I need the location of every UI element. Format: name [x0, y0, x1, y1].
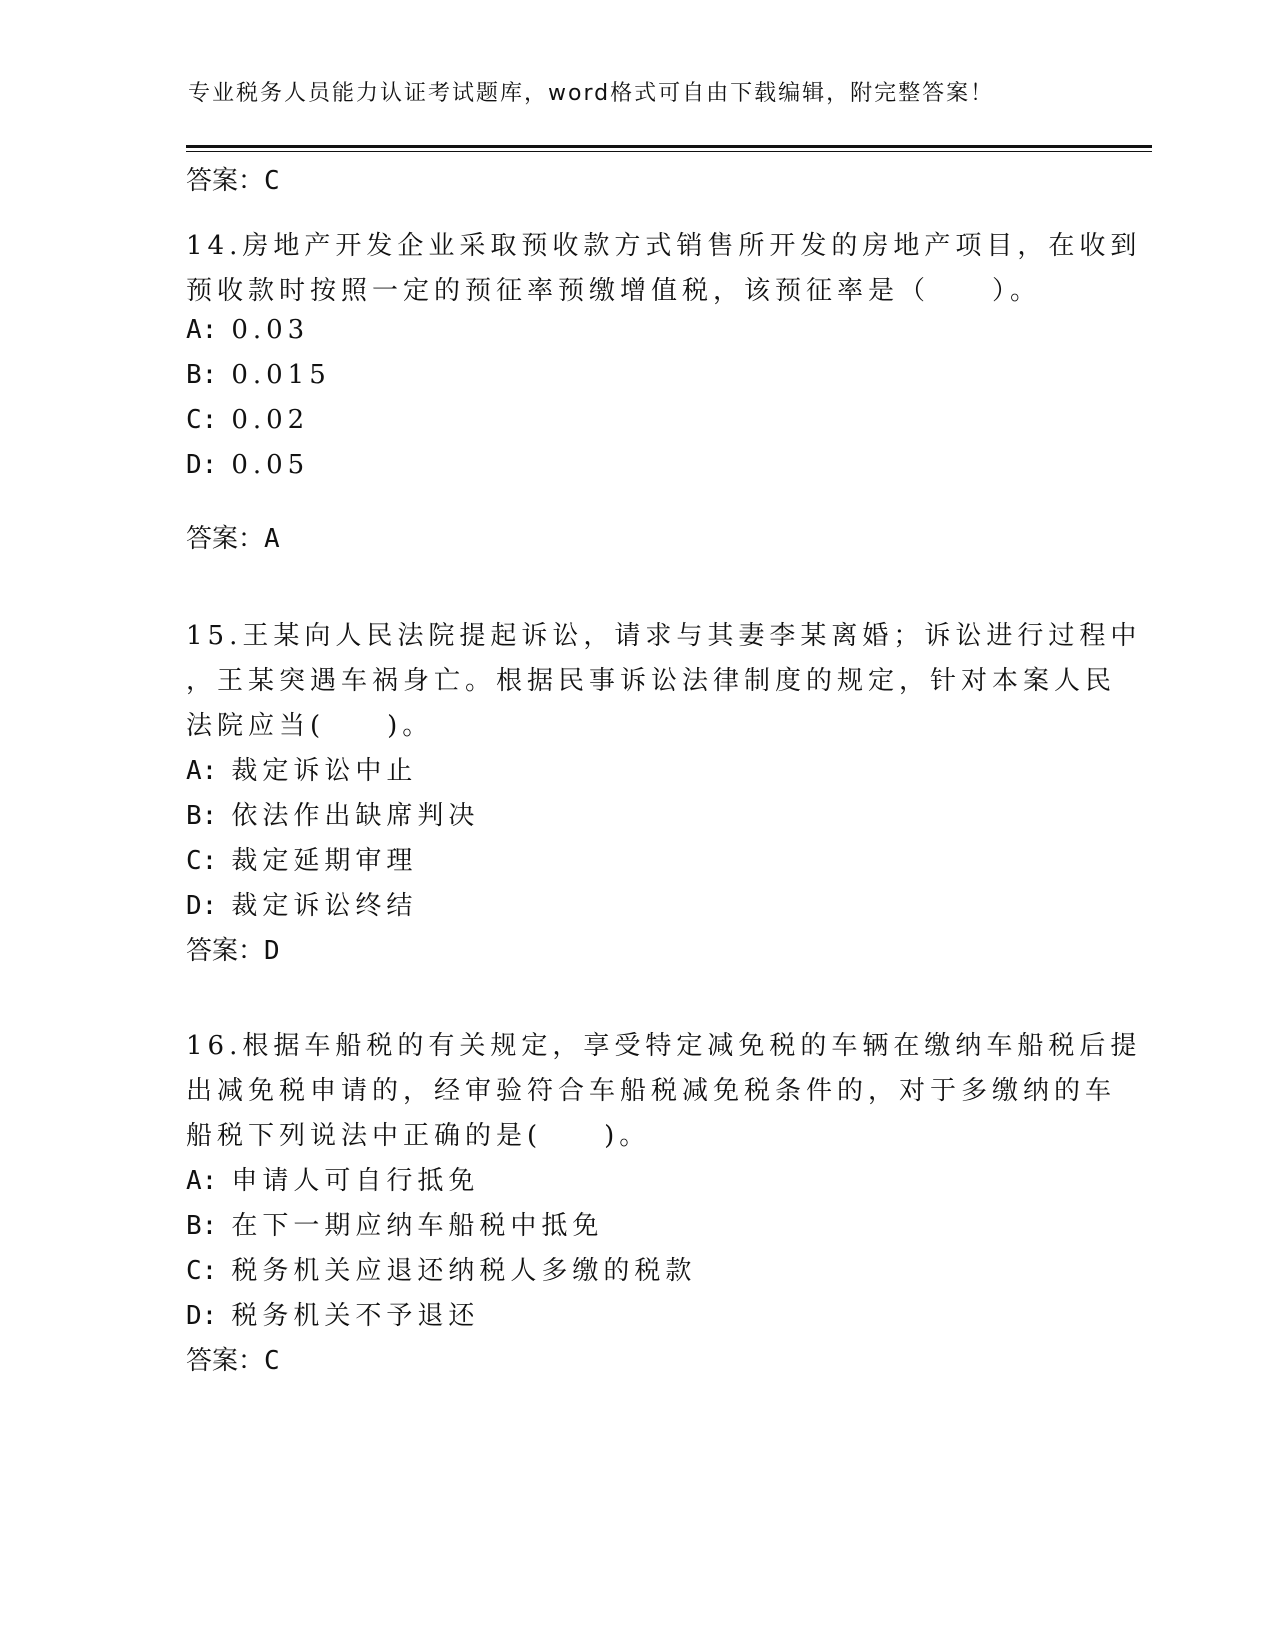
option-c: C: 0.02	[186, 405, 310, 435]
header-rule-thick	[186, 145, 1152, 148]
question-line: ，王某突遇车祸身亡。根据民事诉讼法律制度的规定，针对本案人民	[186, 666, 1117, 696]
option-b: B: 在下一期应纳车船税中抵免	[186, 1211, 604, 1241]
answer-label: 答案：	[186, 1346, 265, 1376]
option-a: A: 申请人可自行抵免	[186, 1166, 480, 1196]
answer-label: 答案：	[186, 936, 265, 966]
option-a: A: 0.03	[186, 315, 310, 345]
option-c: C: 裁定延期审理	[186, 846, 418, 876]
answer-label: 答案：	[186, 166, 265, 196]
answer-value: A	[264, 524, 280, 554]
answer-value: D	[264, 936, 280, 966]
option-a: A: 裁定诉讼中止	[186, 756, 418, 786]
header-rule-thin	[186, 151, 1152, 152]
question-line: 14.房地产开发企业采取预收款方式销售所开发的房地产项目，在收到	[186, 231, 1142, 261]
question-line: 出减免税申请的，经审验符合车船税减免税条件的，对于多缴纳的车	[186, 1076, 1117, 1106]
prev-answer	[186, 160, 280, 197]
question-line: 法院应当( )。	[186, 711, 434, 741]
question-answer	[186, 930, 280, 967]
option-d: D: 裁定诉讼终结	[186, 891, 418, 921]
answer-label: 答案：	[186, 524, 265, 554]
header-text: 专业税务人员能力认证考试题库，word格式可自由下载编辑，附完整答案！	[188, 81, 995, 106]
option-d: D: 税务机关不予退还	[186, 1301, 480, 1331]
question-line: 船税下列说法中正确的是( )。	[186, 1121, 651, 1151]
question-line: 预收款时按照一定的预征率预缴增值税，该预征率是（ ）。	[186, 276, 1042, 306]
answer-value: C	[264, 1346, 280, 1376]
option-c: C: 税务机关应退还纳税人多缴的税款	[186, 1256, 697, 1286]
question-answer	[186, 1340, 280, 1377]
answer-value: C	[264, 166, 280, 196]
question-answer	[186, 518, 280, 555]
option-b: B: 依法作出缺席判决	[186, 801, 480, 831]
question-line: 16.根据车船税的有关规定，享受特定减免税的车辆在缴纳车船税后提	[186, 1031, 1142, 1061]
option-b: B: 0.015	[186, 360, 331, 390]
question-line: 15.王某向人民法院提起诉讼，请求与其妻李某离婚；诉讼进行过程中	[186, 621, 1142, 651]
option-d: D: 0.05	[186, 450, 310, 480]
